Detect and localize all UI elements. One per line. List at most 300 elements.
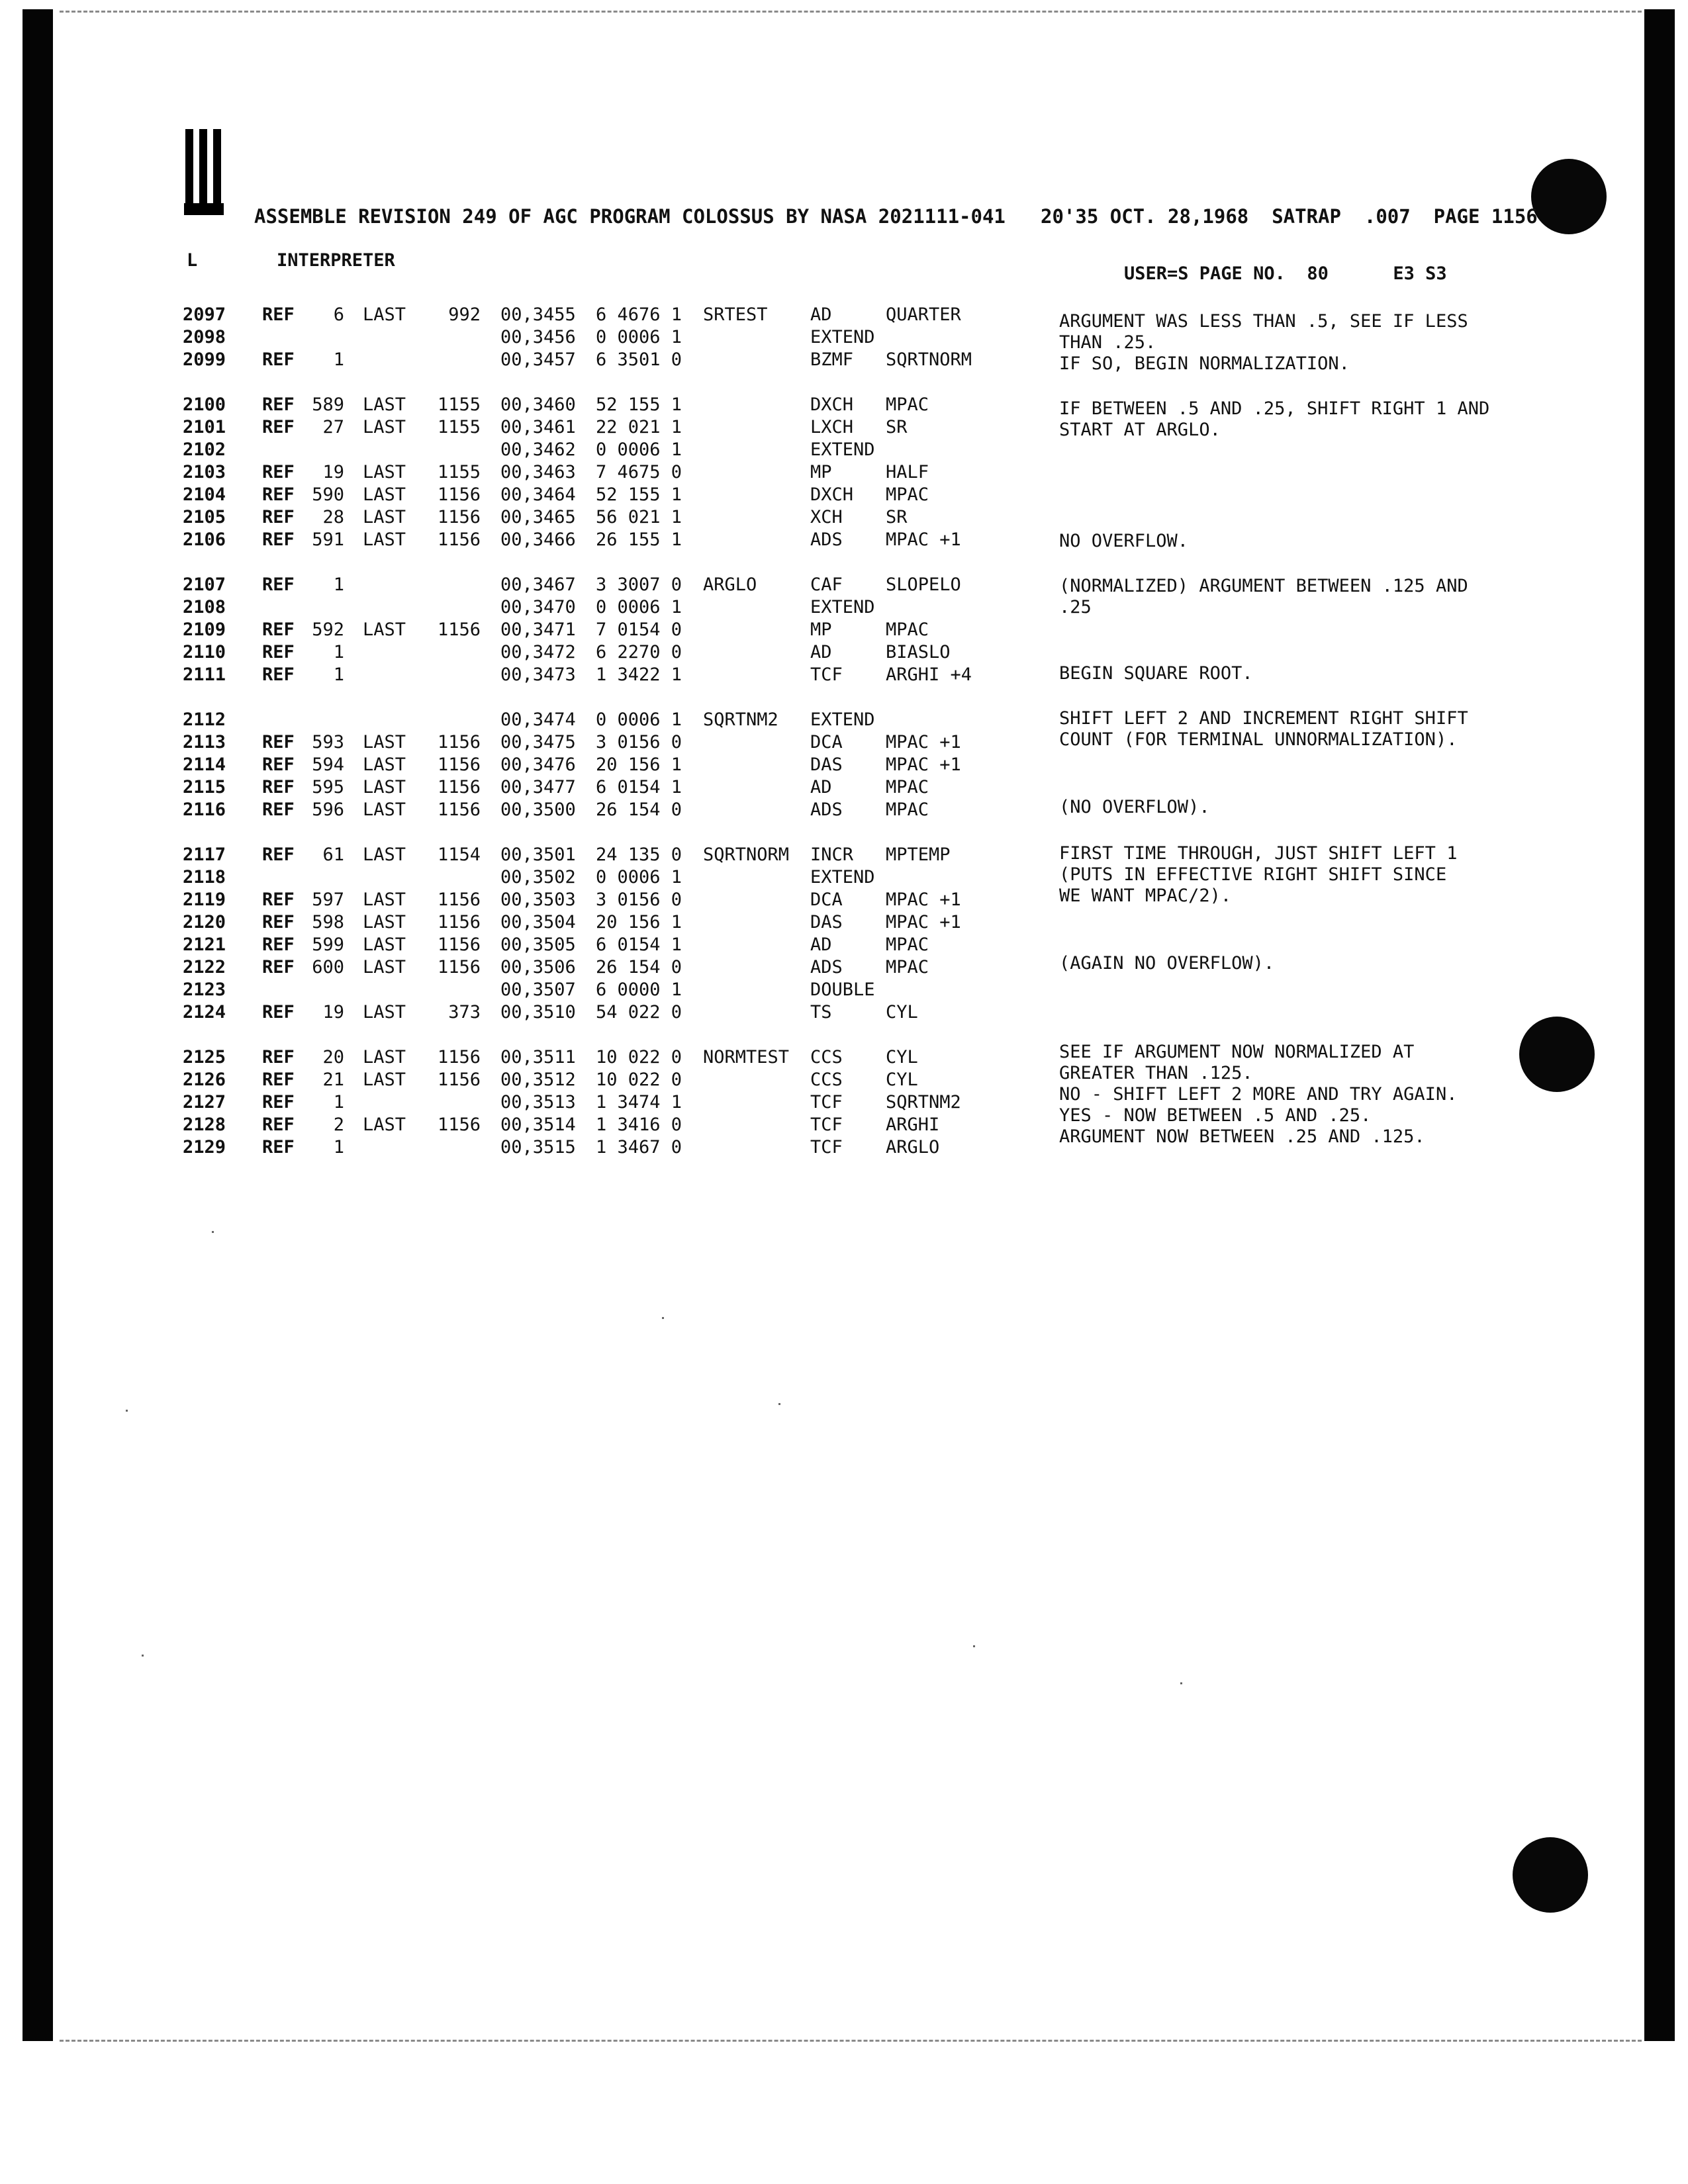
listing-line: 2123 (183, 979, 226, 1000)
listing-addr: 00,3477 (500, 777, 576, 797)
listing-op: EXTEND (810, 439, 875, 460)
listing-line: 2118 (183, 867, 226, 887)
listing-op: AD (810, 934, 832, 955)
listing-lastnum: 1156 (437, 529, 481, 550)
listing-row (0, 889, 1033, 912)
listing-line: 2101 (183, 417, 226, 437)
listing-ref: REF (262, 304, 295, 325)
listing-ref: REF (262, 1115, 295, 1135)
listing-count: 2 (333, 1115, 344, 1135)
listing-ref: REF (262, 799, 295, 820)
listing-operand: MPAC (886, 394, 929, 415)
listing-count: 600 (312, 957, 344, 978)
listing-op: INCR (810, 844, 854, 865)
listing-addr: 00,3505 (500, 934, 576, 955)
listing-row (0, 844, 1033, 867)
paper-speck (212, 1231, 214, 1233)
listing-line: 2110 (183, 642, 226, 662)
listing-line: 2100 (183, 394, 226, 415)
listing-addr: 00,3500 (500, 799, 576, 820)
listing-line: 2108 (183, 597, 226, 617)
listing-row (0, 979, 1033, 1002)
listing-count: 1 (333, 1092, 344, 1113)
listing-count: 598 (312, 912, 344, 933)
listing-count: 28 (322, 507, 344, 527)
listing-op: CAF (810, 574, 843, 595)
page-edge-top (60, 11, 1642, 13)
listing-op: DCA (810, 889, 843, 910)
paper-speck (778, 1403, 780, 1405)
paper-speck (662, 1317, 664, 1319)
listing-last: LAST (363, 462, 406, 482)
listing-ref: REF (262, 889, 295, 910)
listing-line: 2106 (183, 529, 226, 550)
paper-speck (142, 1655, 144, 1657)
listing-code: 3 0156 0 (596, 889, 682, 910)
listing-row (0, 777, 1033, 799)
listing-operand: MPAC +1 (886, 912, 961, 933)
listing-addr: 00,3502 (500, 867, 576, 887)
listing-last: LAST (363, 529, 406, 550)
listing-label: SQRTNORM (703, 844, 790, 865)
listing-row (0, 867, 1033, 889)
listing-line: 2126 (183, 1069, 226, 1090)
listing-code: 6 3501 0 (596, 349, 682, 370)
comment-line: IF BETWEEN .5 AND .25, SHIFT RIGHT 1 AND (1059, 398, 1490, 419)
listing-label: ARGLO (703, 574, 757, 595)
listing-lastnum: 1156 (437, 619, 481, 640)
listing-code: 10 022 0 (596, 1069, 682, 1090)
listing-last: LAST (363, 912, 406, 933)
listing-lastnum: 1156 (437, 777, 481, 797)
listing-op: MP (810, 619, 832, 640)
listing-lastnum: 1156 (437, 732, 481, 752)
listing-ref: REF (262, 732, 295, 752)
listing-line: 2116 (183, 799, 226, 820)
listing-row (0, 1047, 1033, 1069)
listing-operand: BIASLO (886, 642, 951, 662)
listing-operand: SQRTNM2 (886, 1092, 961, 1113)
listing-op: AD (810, 777, 832, 797)
listing-operand: CYL (886, 1069, 918, 1090)
listing-op: EXTEND (810, 867, 875, 887)
listing-op: BZMF (810, 349, 854, 370)
listing-ref: REF (262, 754, 295, 775)
listing-op: EXTEND (810, 709, 875, 730)
listing-lastnum: 1156 (437, 957, 481, 978)
listing-addr: 00,3512 (500, 1069, 576, 1090)
listing-line: 2098 (183, 327, 226, 347)
listing-ref: REF (262, 1092, 295, 1113)
listing-code: 24 135 0 (596, 844, 682, 865)
listing-ref: REF (262, 462, 295, 482)
listing-line: 2097 (183, 304, 226, 325)
punch-hole-top (1531, 159, 1607, 234)
listing-row (0, 304, 1033, 327)
listing-addr: 00,3463 (500, 462, 576, 482)
listing-ref: REF (262, 777, 295, 797)
listing-operand: MPAC (886, 799, 929, 820)
listing-last: LAST (363, 799, 406, 820)
listing-last: LAST (363, 1115, 406, 1135)
listing-code: 0 0006 1 (596, 709, 682, 730)
listing-lastnum: 1156 (437, 1115, 481, 1135)
comment-line: (NORMALIZED) ARGUMENT BETWEEN .125 AND (1059, 576, 1468, 596)
listing-count: 1 (333, 1137, 344, 1158)
listing-op: DCA (810, 732, 843, 752)
listing-addr: 00,3514 (500, 1115, 576, 1135)
listing-addr: 00,3465 (500, 507, 576, 527)
listing-addr: 00,3513 (500, 1092, 576, 1113)
listing-ref: REF (262, 664, 295, 685)
listing-code: 52 155 1 (596, 484, 682, 505)
listing-operand: MPTEMP (886, 844, 951, 865)
listing-line: 2119 (183, 889, 226, 910)
listing-code: 7 0154 0 (596, 619, 682, 640)
listing-row (0, 754, 1033, 777)
listing-row (0, 507, 1033, 529)
listing-row (0, 394, 1033, 417)
listing-op: ADS (810, 957, 843, 978)
listing-row (0, 529, 1033, 552)
listing-addr: 00,3503 (500, 889, 576, 910)
listing-row (0, 1069, 1033, 1092)
comment-line: ARGUMENT NOW BETWEEN .25 AND .125. (1059, 1126, 1425, 1147)
listing-row (0, 709, 1033, 732)
listing-operand: CYL (886, 1047, 918, 1068)
listing-line: 2102 (183, 439, 226, 460)
listing-count: 593 (312, 732, 344, 752)
listing-addr: 00,3464 (500, 484, 576, 505)
comment-line: FIRST TIME THROUGH, JUST SHIFT LEFT 1 (1059, 843, 1458, 864)
listing-last: LAST (363, 754, 406, 775)
listing-operand: MPAC (886, 619, 929, 640)
listing-row (0, 439, 1033, 462)
listing-count: 20 (322, 1047, 344, 1068)
listing-code: 6 4676 1 (596, 304, 682, 325)
listing-op: AD (810, 304, 832, 325)
listing-last: LAST (363, 507, 406, 527)
listing-ref: REF (262, 574, 295, 595)
listing-code: 6 2270 0 (596, 642, 682, 662)
listing-count: 597 (312, 889, 344, 910)
listing-last: LAST (363, 957, 406, 978)
listing-code: 3 0156 0 (596, 732, 682, 752)
listing-count: 590 (312, 484, 344, 505)
listing-code: 26 154 0 (596, 799, 682, 820)
listing-addr: 00,3476 (500, 754, 576, 775)
comment-line: THAN .25. (1059, 332, 1156, 353)
listing-line: 2129 (183, 1137, 226, 1158)
listing-addr: 00,3456 (500, 327, 576, 347)
listing-op: CCS (810, 1069, 843, 1090)
listing-count: 19 (322, 1002, 344, 1023)
listing-code: 1 3474 1 (596, 1092, 682, 1113)
listing-line: 2099 (183, 349, 226, 370)
listing-lastnum: 1155 (437, 417, 481, 437)
comment-line: NO - SHIFT LEFT 2 MORE AND TRY AGAIN. (1059, 1084, 1458, 1105)
listing-code: 0 0006 1 (596, 867, 682, 887)
listing-count: 592 (312, 619, 344, 640)
listing-last: LAST (363, 394, 406, 415)
listing-line: 2103 (183, 462, 226, 482)
listing-lastnum: 1156 (437, 484, 481, 505)
paper-speck (973, 1645, 975, 1647)
listing-addr: 00,3510 (500, 1002, 576, 1023)
printer-mark-icon (185, 129, 229, 215)
listing-op: TCF (810, 1115, 843, 1135)
listing-op: DAS (810, 912, 843, 933)
listing-ref: REF (262, 642, 295, 662)
listing-row (0, 1137, 1033, 1160)
listing-addr: 00,3470 (500, 597, 576, 617)
listing-code: 20 156 1 (596, 912, 682, 933)
listing-operand: SR (886, 507, 908, 527)
listing-ref: REF (262, 619, 295, 640)
listing-addr: 00,3515 (500, 1137, 576, 1158)
comment-line: COUNT (FOR TERMINAL UNNORMALIZATION). (1059, 729, 1458, 750)
listing-count: 1 (333, 349, 344, 370)
listing-line: 2113 (183, 732, 226, 752)
comment-line: ARGUMENT WAS LESS THAN .5, SEE IF LESS (1059, 311, 1468, 332)
listing-last: LAST (363, 484, 406, 505)
listing-line: 2128 (183, 1115, 226, 1135)
listing-ref: REF (262, 1069, 295, 1090)
listing-addr: 00,3462 (500, 439, 576, 460)
listing-code: 54 022 0 (596, 1002, 682, 1023)
listing-addr: 00,3475 (500, 732, 576, 752)
listing-count: 596 (312, 799, 344, 820)
listing-op: MP (810, 462, 832, 482)
listing-operand: MPAC (886, 957, 929, 978)
listing-operand: MPAC (886, 934, 929, 955)
listing-code: 22 021 1 (596, 417, 682, 437)
listing-count: 19 (322, 462, 344, 482)
listing-op: TS (810, 1002, 832, 1023)
listing-ref: REF (262, 349, 295, 370)
section-name: INTERPRETER (277, 250, 395, 271)
listing-code: 26 155 1 (596, 529, 682, 550)
listing-op: AD (810, 642, 832, 662)
listing-lastnum: 1155 (437, 394, 481, 415)
listing-code: 6 0154 1 (596, 777, 682, 797)
listing-lastnum: 1156 (437, 912, 481, 933)
listing-row (0, 619, 1033, 642)
listing-ref: REF (262, 957, 295, 978)
listing-lastnum: 1156 (437, 1047, 481, 1068)
punch-hole-middle (1519, 1017, 1595, 1092)
listing-code: 56 021 1 (596, 507, 682, 527)
listing-row (0, 327, 1033, 349)
listing-row (0, 1115, 1033, 1137)
listing-line: 2104 (183, 484, 226, 505)
listing-count: 1 (333, 664, 344, 685)
listing-op: EXTEND (810, 327, 875, 347)
page-edge-bottom (60, 2040, 1642, 2042)
listing-line: 2107 (183, 574, 226, 595)
listing-line: 2117 (183, 844, 226, 865)
listing-label: NORMTEST (703, 1047, 790, 1068)
listing-row (0, 1092, 1033, 1115)
listing-count: 595 (312, 777, 344, 797)
listing-addr: 00,3506 (500, 957, 576, 978)
listing-lastnum: 1156 (437, 799, 481, 820)
listing-line: 2122 (183, 957, 226, 978)
listing-operand: QUARTER (886, 304, 961, 325)
listing-code: 1 3422 1 (596, 664, 682, 685)
listing-code: 6 0154 1 (596, 934, 682, 955)
listing-addr: 00,3467 (500, 574, 576, 595)
listing-line: 2115 (183, 777, 226, 797)
listing-last: LAST (363, 934, 406, 955)
listing-last: LAST (363, 1002, 406, 1023)
listing-line: 2125 (183, 1047, 226, 1068)
listing-row (0, 957, 1033, 979)
comment-line: (AGAIN NO OVERFLOW). (1059, 953, 1275, 974)
listing-operand: MPAC (886, 777, 929, 797)
listing-op: ADS (810, 799, 843, 820)
listing-addr: 00,3460 (500, 394, 576, 415)
listing-operand: CYL (886, 1002, 918, 1023)
listing-count: 1 (333, 574, 344, 595)
listing-count: 27 (322, 417, 344, 437)
listing-line: 2109 (183, 619, 226, 640)
listing-last: LAST (363, 619, 406, 640)
listing-code: 1 3467 0 (596, 1137, 682, 1158)
listing-count: 1 (333, 642, 344, 662)
listing-label: SQRTNM2 (703, 709, 778, 730)
listing-line: 2114 (183, 754, 226, 775)
listing-last: LAST (363, 1069, 406, 1090)
listing-addr: 00,3474 (500, 709, 576, 730)
punch-hole-bottom (1513, 1837, 1588, 1913)
date-page-header: 20'35 OCT. 28,1968 SATRAP .007 PAGE 1156 (1041, 205, 1538, 228)
listing-code: 10 022 0 (596, 1047, 682, 1068)
listing-code: 20 156 1 (596, 754, 682, 775)
listing-op: TCF (810, 1137, 843, 1158)
listing-count: 594 (312, 754, 344, 775)
listing-count: 589 (312, 394, 344, 415)
comment-line: START AT ARGLO. (1059, 420, 1221, 440)
listing-operand: MPAC (886, 484, 929, 505)
paper-speck (1180, 1682, 1182, 1684)
listing-count: 591 (312, 529, 344, 550)
listing-op: LXCH (810, 417, 854, 437)
listing-addr: 00,3466 (500, 529, 576, 550)
listing-addr: 00,3473 (500, 664, 576, 685)
listing-op: EXTEND (810, 597, 875, 617)
listing-count: 6 (333, 304, 344, 325)
listing-ref: REF (262, 417, 295, 437)
listing-last: LAST (363, 417, 406, 437)
listing-count: 61 (322, 844, 344, 865)
listing-addr: 00,3457 (500, 349, 576, 370)
listing-lastnum: 1156 (437, 1069, 481, 1090)
listing-line: 2111 (183, 664, 226, 685)
listing-addr: 00,3472 (500, 642, 576, 662)
listing-lastnum: 1154 (437, 844, 481, 865)
listing-code: 1 3416 0 (596, 1115, 682, 1135)
listing-code: 26 154 0 (596, 957, 682, 978)
listing-line: 2127 (183, 1092, 226, 1113)
listing-operand: ARGLO (886, 1137, 940, 1158)
listing-last: LAST (363, 732, 406, 752)
listing-row (0, 349, 1033, 372)
listing-row (0, 934, 1033, 957)
listing-line: 2120 (183, 912, 226, 933)
listing-line: 2121 (183, 934, 226, 955)
listing-last: LAST (363, 889, 406, 910)
listing-row (0, 664, 1033, 687)
listing-operand: MPAC +1 (886, 732, 961, 752)
listing-operand: MPAC +1 (886, 529, 961, 550)
listing-code: 0 0006 1 (596, 327, 682, 347)
listing-op: DXCH (810, 484, 854, 505)
listing-op: DAS (810, 754, 843, 775)
comment-line: YES - NOW BETWEEN .5 AND .25. (1059, 1105, 1372, 1126)
paper-speck (126, 1410, 128, 1412)
assembly-header: ASSEMBLE REVISION 249 OF AGC PROGRAM COLOSSUS BY NASA 2021111-041 (254, 205, 1006, 228)
listing-ref: REF (262, 844, 295, 865)
listing-ref: REF (262, 507, 295, 527)
listing-row (0, 1002, 1033, 1024)
listing-addr: 00,3504 (500, 912, 576, 933)
listing-operand: SR (886, 417, 908, 437)
section-letter: L (187, 250, 198, 271)
listing-ref: REF (262, 394, 295, 415)
listing-lastnum: 992 (448, 304, 481, 325)
listing-code: 7 4675 0 (596, 462, 682, 482)
listing-code: 6 0000 1 (596, 979, 682, 1000)
listing-addr: 00,3455 (500, 304, 576, 325)
listing-lastnum: 1156 (437, 507, 481, 527)
listing-row (0, 597, 1033, 619)
listing-count: 599 (312, 934, 344, 955)
listing-row (0, 732, 1033, 754)
listing-line: 2112 (183, 709, 226, 730)
listing-op: TCF (810, 1092, 843, 1113)
listing-operand: SLOPELO (886, 574, 961, 595)
listing-label: SRTEST (703, 304, 768, 325)
listing-op: DOUBLE (810, 979, 875, 1000)
comment-line: (NO OVERFLOW). (1059, 797, 1210, 817)
listing-ref: REF (262, 484, 295, 505)
listing-ref: REF (262, 912, 295, 933)
listing-operand: MPAC +1 (886, 754, 961, 775)
listing-line: 2105 (183, 507, 226, 527)
listing-row (0, 462, 1033, 484)
listing-op: CCS (810, 1047, 843, 1068)
listing-code: 52 155 1 (596, 394, 682, 415)
listing-row (0, 417, 1033, 439)
listing-code: 0 0006 1 (596, 597, 682, 617)
listing-operand: ARGHI +4 (886, 664, 972, 685)
listing-ref: REF (262, 1137, 295, 1158)
listing-addr: 00,3461 (500, 417, 576, 437)
listing-op: TCF (810, 664, 843, 685)
listing-row (0, 912, 1033, 934)
listing-row (0, 574, 1033, 597)
listing-operand: SQRTNORM (886, 349, 972, 370)
listing-row (0, 799, 1033, 822)
listing-row (0, 484, 1033, 507)
listing-addr: 00,3511 (500, 1047, 576, 1068)
listing-lastnum: 1155 (437, 462, 481, 482)
listing-addr: 00,3507 (500, 979, 576, 1000)
listing-last: LAST (363, 1047, 406, 1068)
comment-line: SEE IF ARGUMENT NOW NORMALIZED AT (1059, 1042, 1415, 1062)
listing-lastnum: 1156 (437, 889, 481, 910)
